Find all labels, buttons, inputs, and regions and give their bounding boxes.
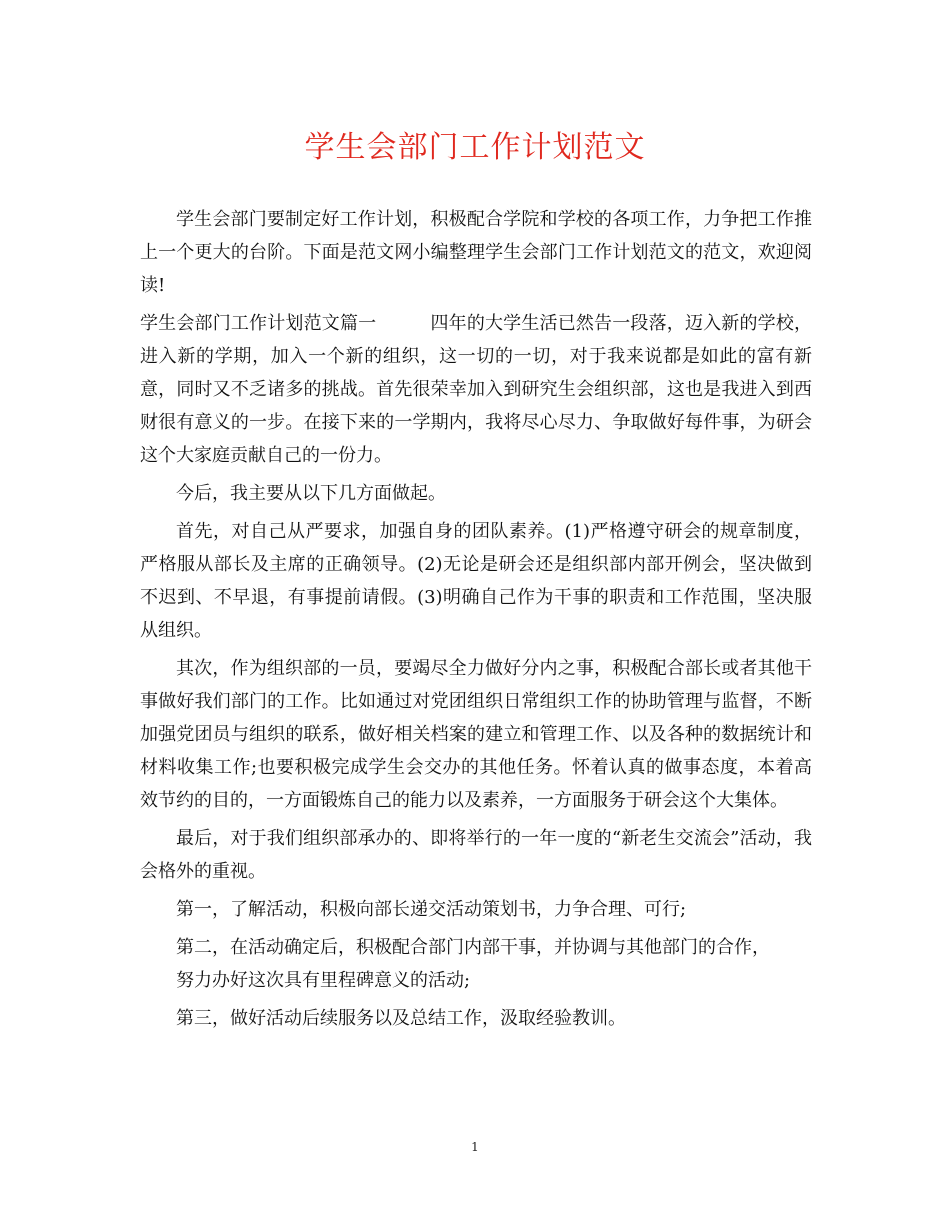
section-1-text: 四年的大学生活已然告一段落，迈入新的学校，进入新的学期，加入一个新的组织，这一切的一切，对于我来说都是如此的富有新意，同时又不乏诸多的挑战。首先很荣幸加入到研究生会组织部，这也是我进入到西财很有意义的一步。在接下来的一学期内，我将尽心尽力、争取做好每件事，为研会这个大家庭贡献自己的一份力。 bbox=[140, 313, 813, 466]
list-item-2-line-1: 第二，在活动确定后，积极配合部门内部干事，并协调与其他部门的合作， bbox=[176, 937, 770, 958]
list-item-2 bbox=[140, 931, 812, 997]
paragraph-second: 其次，作为组织部的一员，要竭尽全力做好分内之事，积极配合部长或者其他干事做好我们部门的工作。比如通过对党团组织日常组织工作的协助管理与监督，不断加强党团员与组织的联系，做好相关档案的建立和管理工作、以及各种的数据统计和材料收集工作;也要积极完成学生会交办的其他任务。怀着认真的做事态度，本着高效节约的目的，一方面锻炼自己的能力以及素养，一方面服务于研会这个大集体。 bbox=[140, 658, 812, 811]
paragraph-last: 最后，对于我们组织部承办的、即将举行的一年一度的“新老生交流会”活动，我会格外的重视。 bbox=[140, 828, 812, 882]
paragraph-first: 首先，对自己从严要求，加强自身的团队素养。(1)严格遵守研会的规章制度，严格服从部长及主席的正确领导。(2)无论是研会还是组织部内部开例会，坚决做到不迟到、不早退，有事提前请假。(3)明确自己作为干事的职责和工作范围，坚决服从组织。 bbox=[140, 521, 812, 641]
list-item-2-line-2: 努力办好这次具有里程碑意义的活动; bbox=[176, 970, 471, 991]
section-1-paragraph bbox=[140, 307, 812, 472]
list-item-3: 第三，做好活动后续服务以及总结工作，汲取经验教训。 bbox=[176, 1008, 626, 1029]
list-item-1: 第一，了解活动，积极向部长递交活动策划书，力争合理、可行; bbox=[176, 899, 687, 920]
section-1-heading: 学生会部门工作计划范文篇一 bbox=[140, 313, 377, 334]
page-number: 1 bbox=[471, 1140, 479, 1154]
document-title: 学生会部门工作计划范文 bbox=[304, 130, 646, 165]
paragraph-plan-intro: 今后，我主要从以下几方面做起。 bbox=[176, 483, 446, 504]
document-body bbox=[140, 203, 812, 1040]
intro-paragraph: 学生会部门要制定好工作计划，积极配合学院和学校的各项工作，力争把工作推上一个更大的台阶。下面是范文网小编整理学生会部门工作计划范文的范文，欢迎阅读! bbox=[140, 209, 812, 296]
